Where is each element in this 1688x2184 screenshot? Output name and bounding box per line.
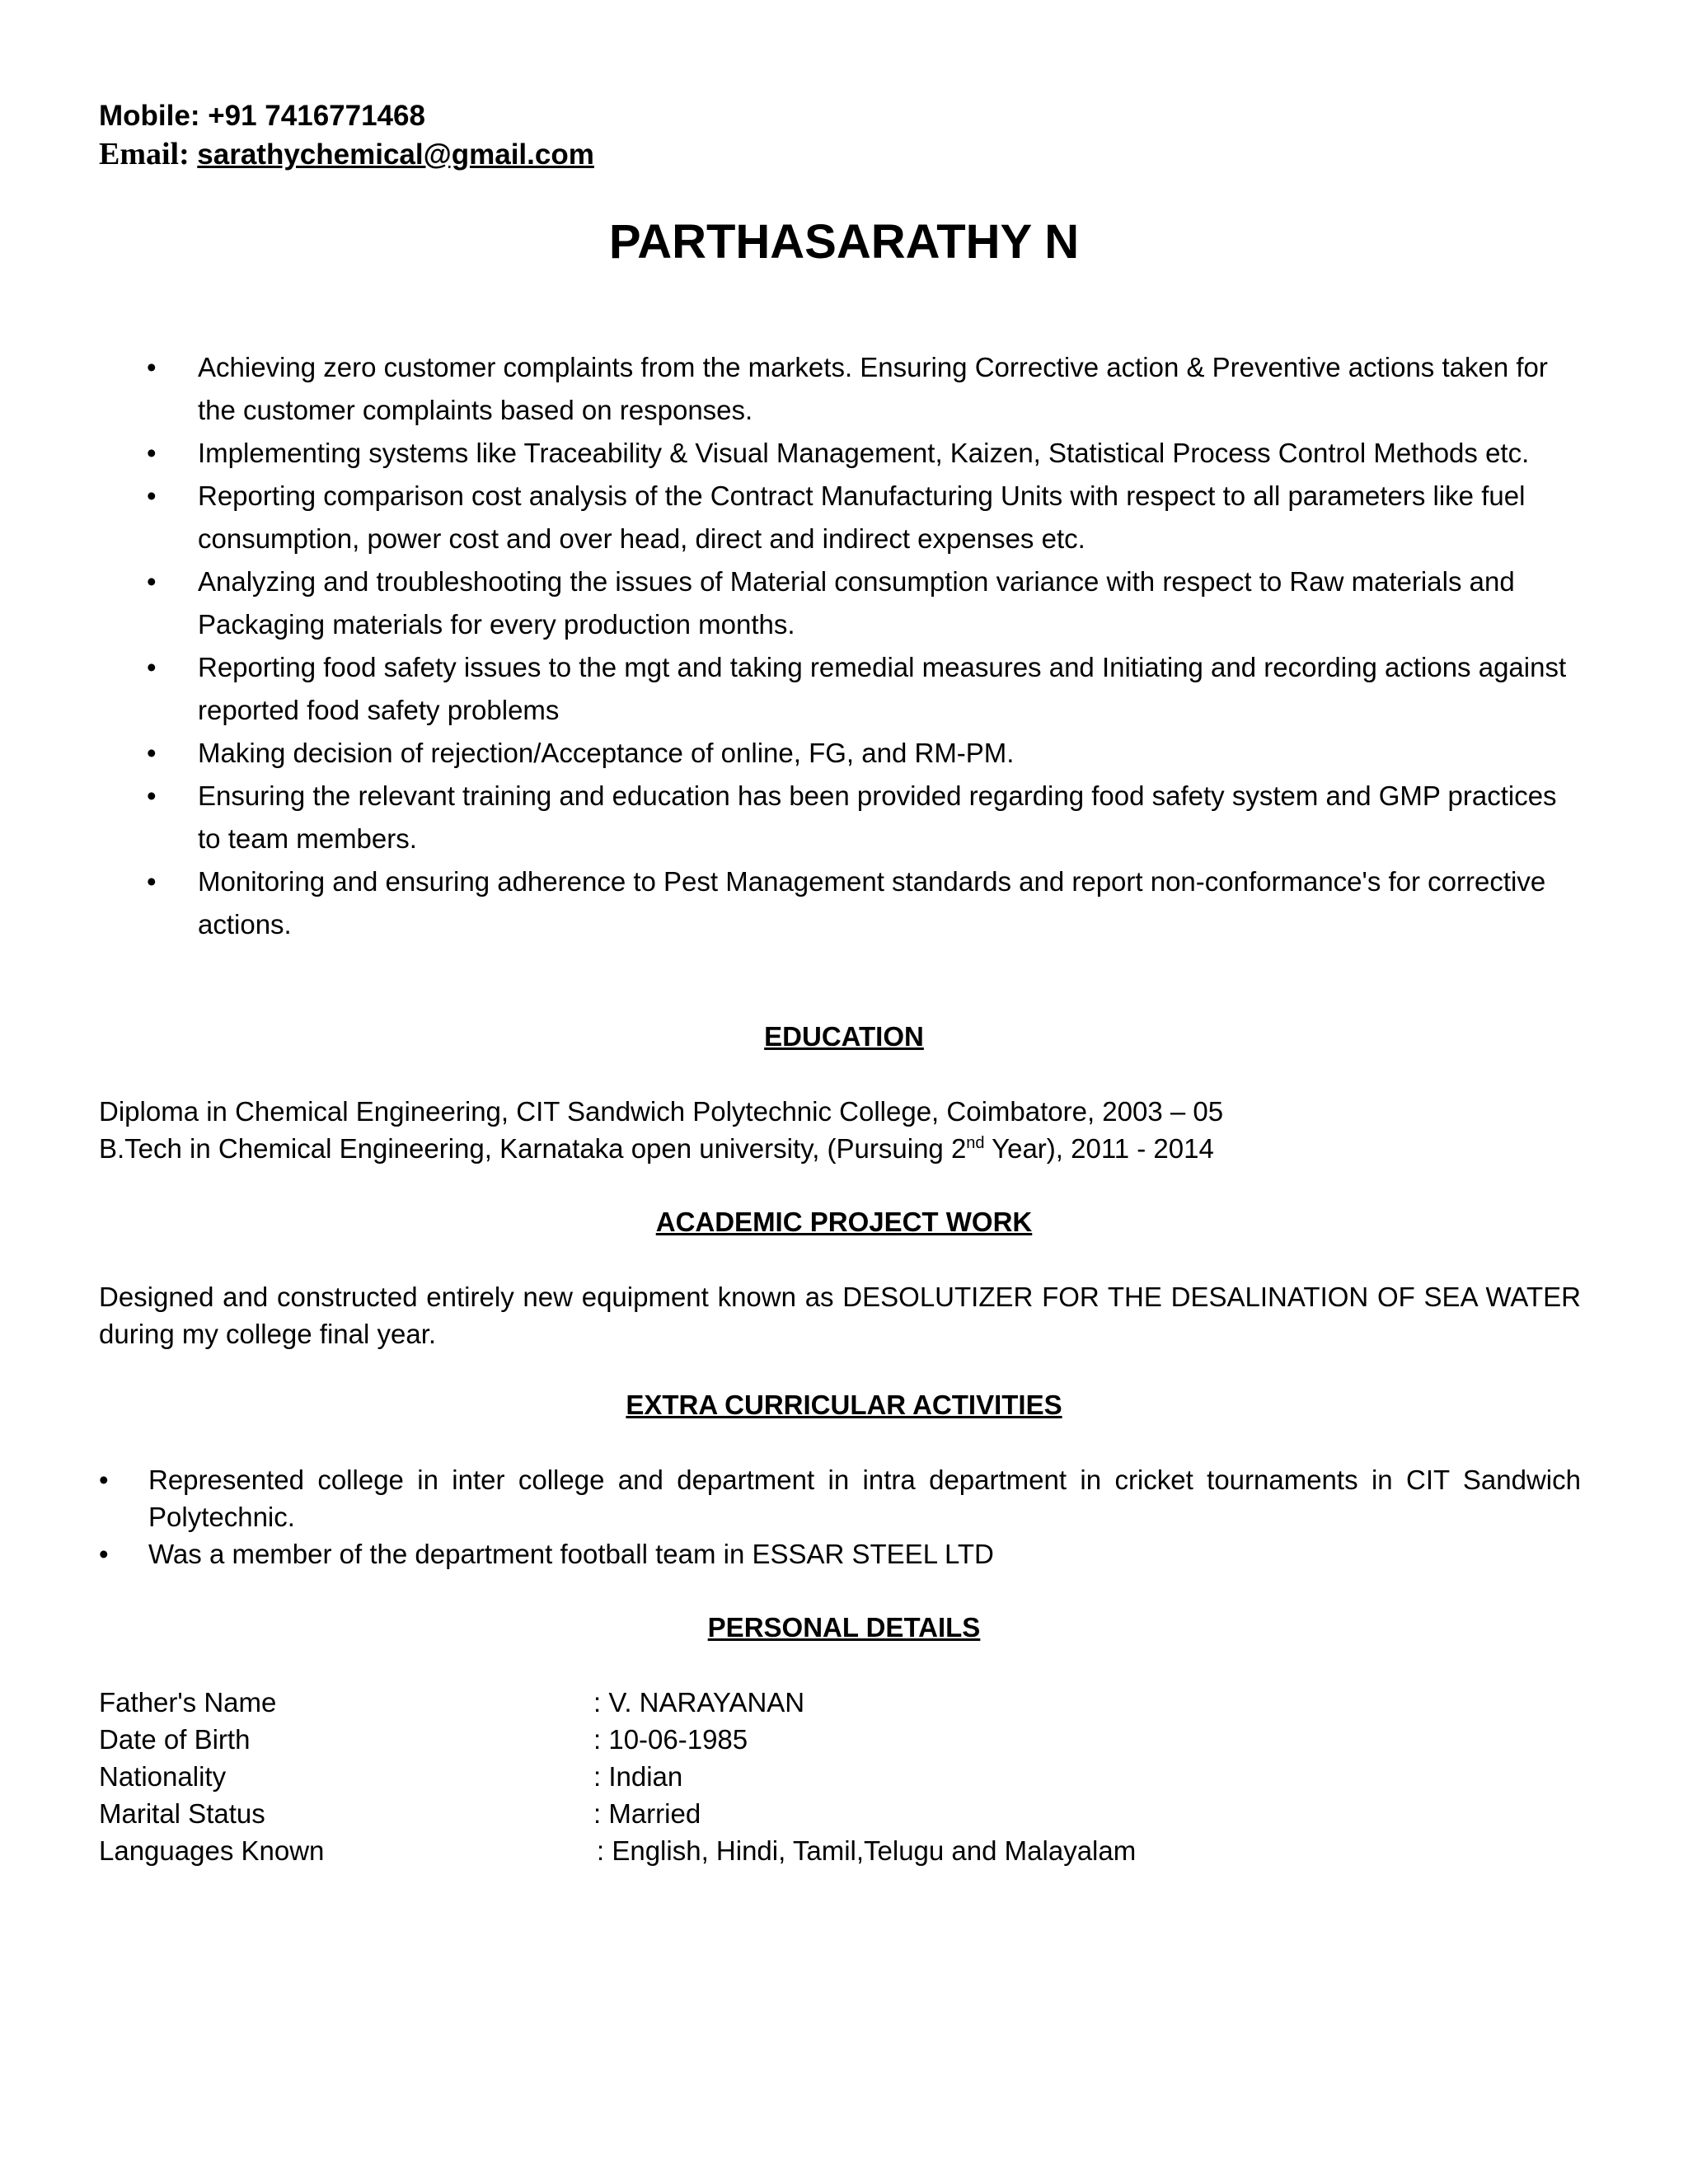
list-item: • Analyzing and troubleshooting the issues of Material consumption variance with respect to Raw materials and Packaging materials for every production months. [99,560,1582,646]
education-btech [99,1130,1223,1167]
education-heading: EDUCATION [764,1021,924,1052]
personal-row-languages [99,1832,1136,1869]
education-diploma: Diploma in Chemical Engineering, CIT Sandwich Polytechnic College, Coimbatore, 2003 – 05 [99,1096,1224,1127]
list-item: • Achieving zero customer complaints from the markets. Ensuring Corrective action & Preventive actions taken for the customer complaints based on responses. [99,346,1582,432]
personal-value: : V. NARAYANAN [593,1687,805,1718]
project-description: Designed and constructed entirely new equipment known as DESOLUTIZER FOR THE DESALINATION OF SEA WATER during my college final year. [99,1282,1581,1349]
list-item: • Represented college in inter college and department in intra department in cricket tournaments in CIT Sandwich Polytechnic. [99,1461,1581,1535]
personal-value: : Married [593,1798,701,1829]
list-item: • Reporting food safety issues to the mgt and taking remedial measures and Initiating and recording actions against reported food safety problems [99,646,1582,732]
list-item: • Implementing systems like Traceability & Visual Management, Kaizen, Statistical Process Control Methods etc. [99,432,1582,475]
responsibilities-list [99,346,1582,946]
personal-value: : 10-06-1985 [593,1724,748,1755]
list-item: • Ensuring the relevant training and education has been provided regarding food safety system and GMP practices to team members. [99,775,1582,860]
list-item: • Making decision of rejection/Acceptance of online, FG, and RM-PM. [99,732,1582,775]
personal-label: Marital Status [99,1798,265,1829]
personal-details-table [99,1684,1136,1869]
candidate-name: PARTHASARATHY N [608,215,1080,269]
list-item: • Monitoring and ensuring adherence to Pest Management standards and report non-conformance's for corrective actions. [99,860,1582,946]
list-item: • Was a member of the department football team in ESSAR STEEL LTD [99,1535,1581,1572]
personal-row-father [99,1684,1136,1721]
email-link[interactable]: sarathychemical@gmail.com [197,138,594,171]
education-block [99,1093,1223,1167]
project-heading: ACADEMIC PROJECT WORK [655,1207,1033,1237]
contact-block [99,97,594,174]
personal-row-dob [99,1721,1136,1758]
list-item: • Reporting comparison cost analysis of the Contract Manufacturing Units with respect to all parameters like fuel consumption, power cost and over head, direct and indirect expenses etc. [99,475,1582,560]
personal-row-marital-status [99,1795,1136,1832]
extra-curricular-heading: EXTRA CURRICULAR ACTIVITIES [626,1390,1062,1420]
personal-label: Father's Name [99,1687,277,1718]
personal-label: Languages Known [99,1835,325,1866]
education-btech-years: Year), 2011 - 2014 [984,1133,1214,1164]
mobile-number: Mobile: +91 7416771468 [99,100,425,132]
personal-value: : English, Hindi, Tamil,Telugu and Malayalam [597,1835,1137,1866]
personal-row-nationality [99,1758,1136,1795]
personal-label: Date of Birth [99,1724,251,1755]
email-label: Email: [99,137,198,171]
personal-details-heading: PERSONAL DETAILS [707,1612,981,1643]
education-btech-ordinal: nd [966,1134,985,1152]
extra-curricular-list [99,1461,1581,1572]
email-line [99,135,594,174]
education-btech-text: B.Tech in Chemical Engineering, Karnataka open university, (Pursuing 2 [99,1133,967,1164]
personal-value: : Indian [593,1761,683,1792]
personal-label: Nationality [99,1761,227,1792]
